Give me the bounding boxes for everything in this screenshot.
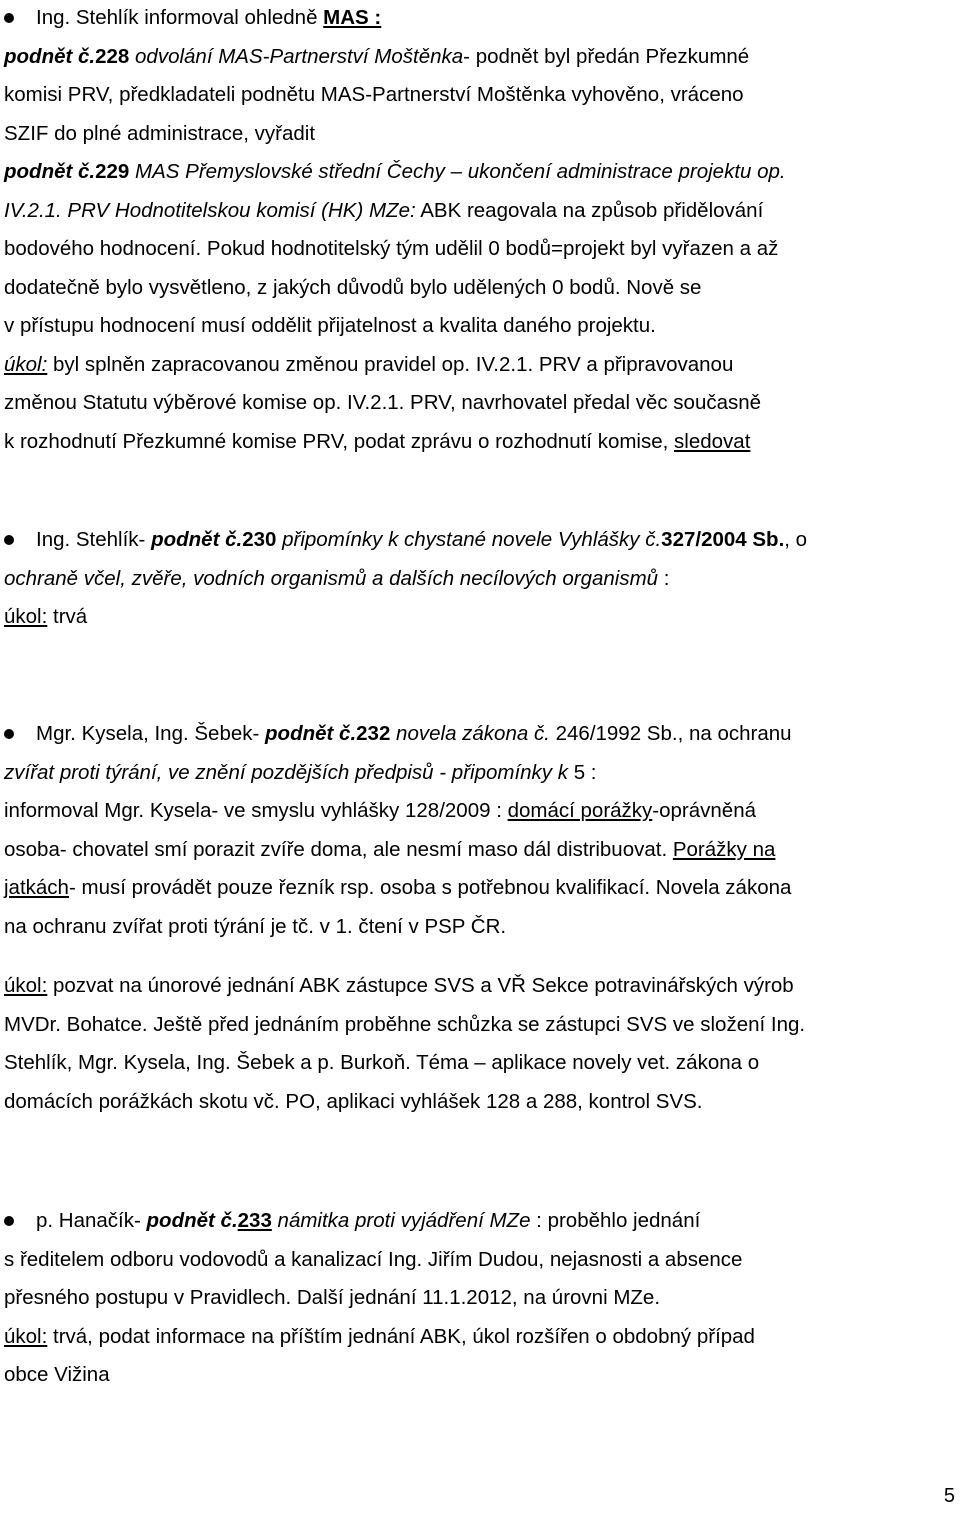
text-line: k rozhodnutí Přezkumné komise PRV, podat zprávu o rozhodnutí komise, sledovat [4, 429, 751, 453]
text-line: ochraně včel, zvěře, vodních organismů a dalších necílových organismů : [4, 566, 670, 590]
text-line: podnět č.229 MAS Přemyslovské střední Čechy – ukončení administrace projektu op. [4, 160, 786, 183]
text-line: dodatečně bylo vysvětleno, z jakých důvodů bylo udělených 0 bodů. Nově se [4, 275, 702, 299]
text-line: na ochranu zvířat proti týrání je tč. v 1. čtení v PSP ČR. [4, 914, 507, 938]
bullet-line [0, 1202, 960, 1241]
text-line: Stehlík, Mgr. Kysela, Ing. Šebek a p. Burkoň. Téma – aplikace novely vet. zákona o [4, 1051, 760, 1074]
item-podnet-230 [0, 521, 960, 637]
text-line: bodového hodnocení. Pokud hodnotitelský tým udělil 0 bodů=projekt byl vyřazen a až [4, 237, 779, 260]
text-line: podnět č.228 odvolání MAS-Partnerství Moštěnka- podnět byl předán Přezkumné [4, 44, 750, 68]
text-line: přesného postupu v Pravidlech. Další jednání 11.1.2012, na úrovni MZe. [4, 1286, 661, 1309]
text-line: Mgr. Kysela, Ing. Šebek- podnět č.232 novela zákona č. 246/1992 Sb., na ochranu [36, 722, 792, 745]
item-podnet-233 [0, 1202, 960, 1395]
text-line: MVDr. Bohatce. Ještě před jednáním proběhne schůzka se zástupci SVS ve složení Ing. [4, 1012, 806, 1036]
text-line: zvířat proti týrání, ve znění pozdějších předpisů - připomínky k 5 : [4, 760, 597, 784]
text-line: změnou Statutu výběrové komise op. IV.2.1. PRV, navrhovatel předal věc současně [4, 391, 762, 414]
text-line: obce Vižina [4, 1363, 110, 1386]
bullet-line [0, 521, 960, 560]
text-line: osoba- chovatel smí porazit zvíře doma, ale nesmí maso dál distribuovat. Porážky na [4, 837, 776, 861]
item-mas [0, 0, 960, 461]
item-podnet-232 [0, 715, 960, 1121]
text-line: Ing. Stehlík- podnět č.230 připomínky k chystané novele Vyhlášky č.327/2004 Sb., o [36, 528, 808, 551]
text-line: Ing. Stehlík informoval ohledně MAS : [36, 6, 382, 29]
text-line: informoval Mgr. Kysela- ve smyslu vyhlášky 128/2009 : domácí porážky-oprávněná [4, 799, 757, 822]
text-line: úkol: trvá [4, 605, 88, 628]
bullet-icon [4, 1216, 14, 1226]
text-line: v přístupu hodnocení musí oddělit přijatelnost a kvalita daného projektu. [4, 314, 656, 337]
text-line: úkol: pozvat na únorové jednání ABK zástupce SVS a VŘ Sekce potravinářských výrob [4, 974, 794, 997]
page-number: 5 [943, 1485, 955, 1507]
bullet-icon [4, 535, 14, 545]
bullet-icon [4, 729, 14, 739]
text-line: úkol: trvá, podat informace na příštím jednání ABK, úkol rozšířen o obdobný případ [4, 1324, 755, 1348]
bullet-line [0, 0, 960, 38]
bullet-line [0, 715, 960, 754]
text-line: komisi PRV, předkladateli podnětu MAS-Partnerství Moštěnka vyhověno, vráceno [4, 83, 744, 106]
text-line: IV.2.1. PRV Hodnotitelskou komisí (HK) MZe: ABK reagovala na způsob přidělování [4, 198, 764, 222]
text-line: p. Hanačík- podnět č.233 námitka proti vyjádření MZe : proběhlo jednání [36, 1209, 701, 1232]
bullet-icon [4, 13, 14, 23]
text-line: SZIF do plné administrace, vyřadit [4, 121, 316, 145]
text-line: domácích porážkách skotu vč. PO, aplikaci vyhlášek 128 a 288, kontrol SVS. [4, 1089, 703, 1113]
text-line: úkol: byl splněn zapracovanou změnou pravidel op. IV.2.1. PRV a připravovanou [4, 352, 734, 376]
text-line: s ředitelem odboru vodovodů a kanalizací Ing. Jiřím Dudou, nejasnosti a absence [4, 1247, 743, 1271]
text-line: jatkách- musí provádět pouze řezník rsp. osoba s potřebnou kvalifikací. Novela zákona [4, 876, 792, 899]
